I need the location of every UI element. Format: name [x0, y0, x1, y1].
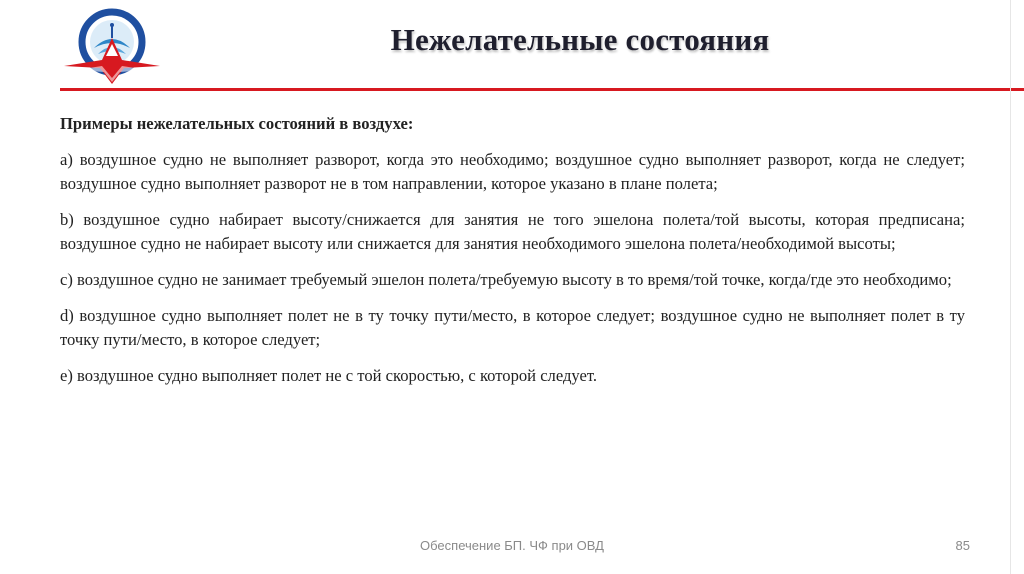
- slide-edge-divider: [1010, 0, 1011, 574]
- footer-text: Обеспечение БП. ЧФ при ОВД: [420, 538, 604, 553]
- slide-content: [60, 112, 965, 400]
- content-heading: Примеры нежелательных состояний в воздухе:: [60, 114, 414, 133]
- corporation-logo-icon: [62, 8, 162, 86]
- list-item: b) воздушное судно набирает высоту/снижается для занятия не того эшелона полета/той высоты, которая предписана; воздушное судно не набирает высоту или снижается для занятия необходимого эшелона полета/необходимой высоты;: [60, 210, 965, 253]
- title-divider: [60, 88, 1024, 91]
- list-item: c) воздушное судно не занимает требуемый эшелон полета/требуемую высоту в то время/той точке, когда/где это необходимо;: [60, 270, 952, 289]
- logo-graphic: [62, 8, 162, 86]
- list-item: d) воздушное судно выполняет полет не в ту точку пути/место, в которое следует; воздушное судно не выполняет полет в ту точку пути/место, в которое следует;: [60, 306, 965, 349]
- list-item: a) воздушное судно не выполняет разворот, когда это необходимо; воздушное судно выполняет разворот, когда не следует; воздушное судно выполняет разворот не в том направлении, которое указано в плане полета;: [60, 150, 965, 193]
- list-item: e) воздушное судно выполняет полет не с той скоростью, с которой следует.: [60, 366, 598, 385]
- slide-title: Нежелательные состояния: [390, 22, 770, 57]
- page-number: 85: [955, 538, 970, 553]
